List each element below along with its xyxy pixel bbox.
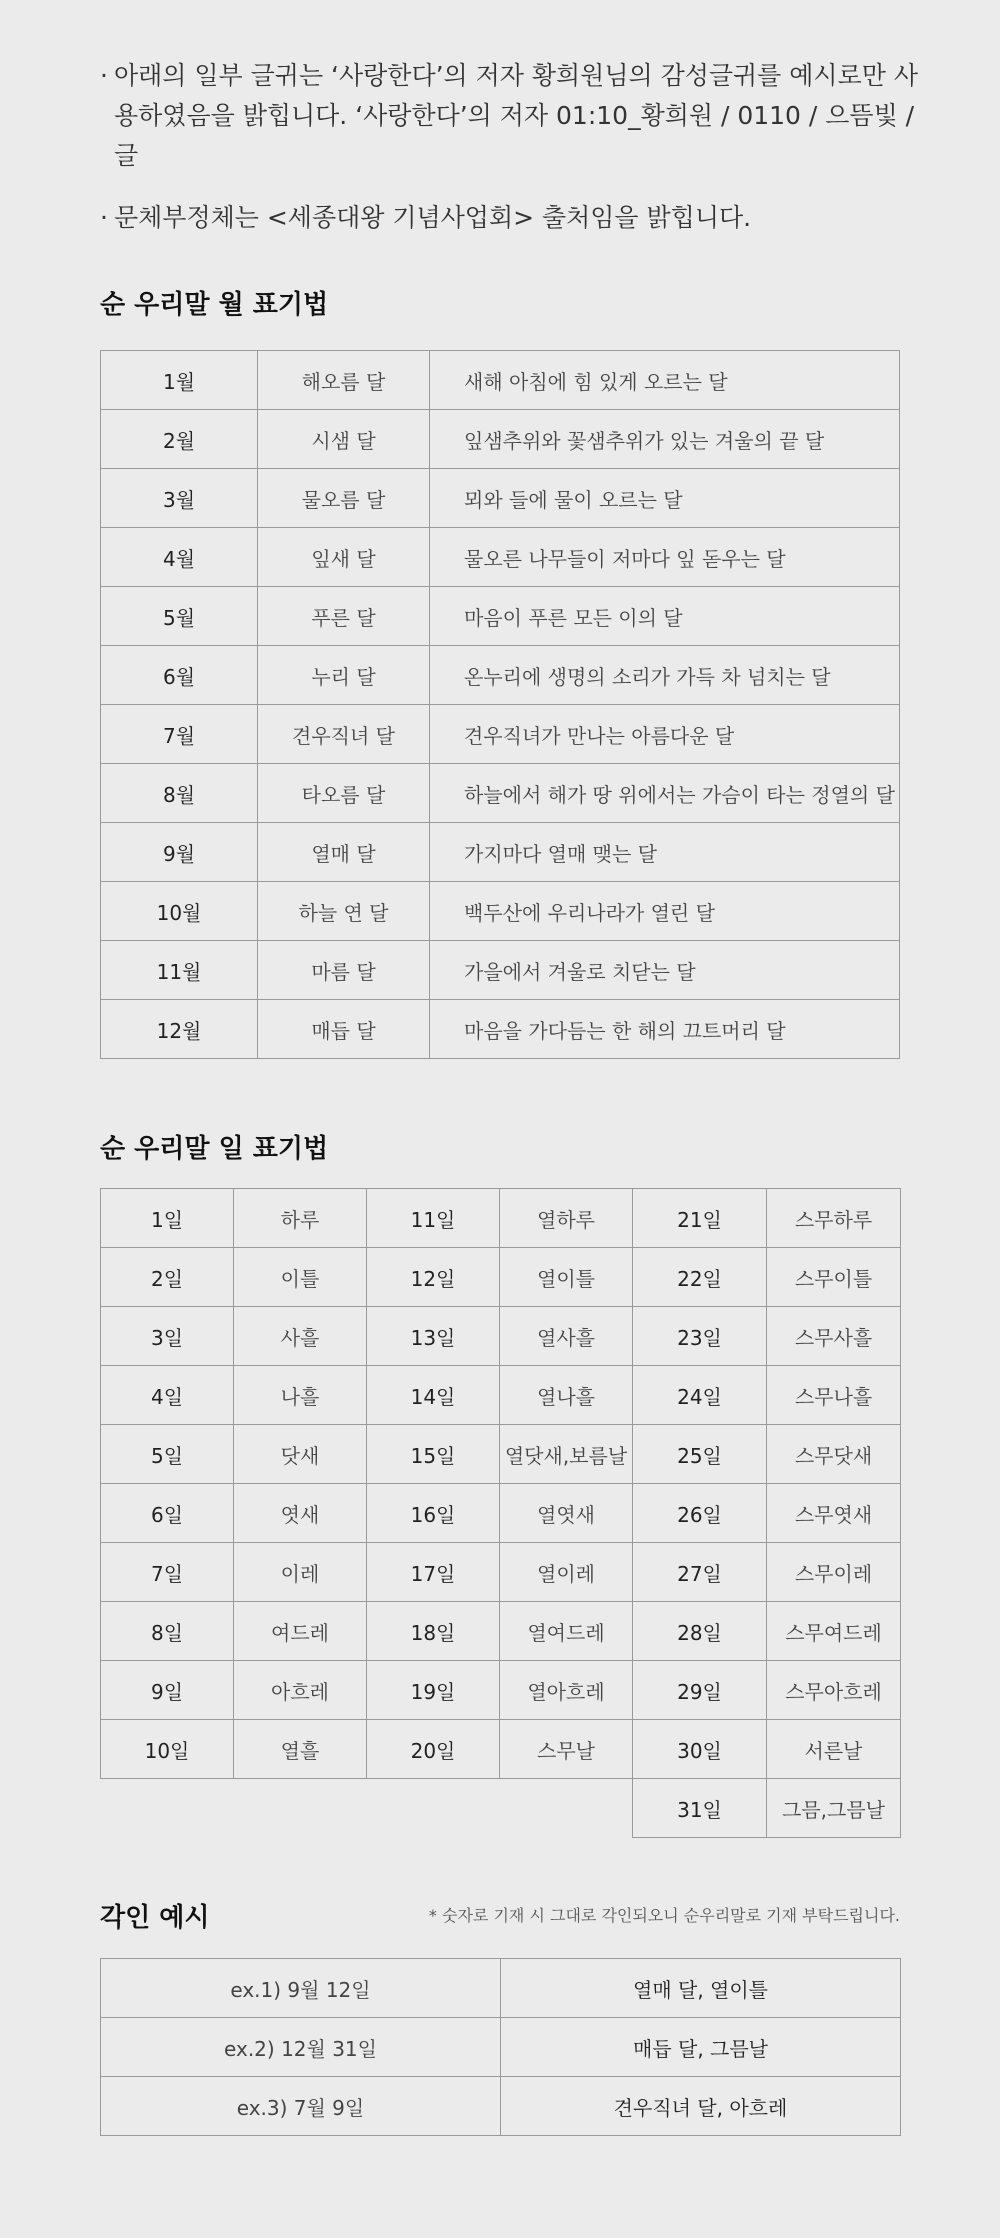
day-korean-name: 아흐레 [234, 1661, 367, 1720]
month-row [101, 646, 900, 705]
example-result: 매듭 달, 그믐날 [501, 2018, 901, 2077]
month-description: 백두산에 우리나라가 열린 달 [430, 882, 900, 941]
engraving-example-row [101, 1959, 901, 2018]
month-korean-name: 견우직녀 달 [258, 705, 430, 764]
day-number: 7일 [101, 1543, 234, 1602]
day-row [101, 1366, 901, 1425]
day-number: 16일 [367, 1484, 500, 1543]
month-number: 10월 [101, 882, 258, 941]
day-korean-name: 스무날 [500, 1720, 633, 1779]
month-description: 하늘에서 해가 땅 위에서는 가슴이 타는 정열의 달 [430, 764, 900, 823]
note-credit-font [100, 198, 920, 238]
month-korean-name: 누리 달 [258, 646, 430, 705]
month-description: 마음을 가다듬는 한 해의 끄트머리 달 [430, 1000, 900, 1059]
day-korean-name: 열여드레 [500, 1602, 633, 1661]
month-row [101, 587, 900, 646]
day-number: 15일 [367, 1425, 500, 1484]
month-korean-name: 타오름 달 [258, 764, 430, 823]
day-korean-name: 열하루 [500, 1189, 633, 1248]
day-number: 21일 [633, 1189, 767, 1248]
day-number: 13일 [367, 1307, 500, 1366]
day-number: 22일 [633, 1248, 767, 1307]
month-description: 가을에서 겨울로 치닫는 달 [430, 941, 900, 1000]
note-bullet: · [100, 203, 108, 232]
day-korean-name: 스무하루 [767, 1189, 901, 1248]
month-number: 6월 [101, 646, 258, 705]
day-row [101, 1248, 901, 1307]
month-number: 4월 [101, 528, 258, 587]
month-number: 11월 [101, 941, 258, 1000]
day-number: 27일 [633, 1543, 767, 1602]
month-row [101, 705, 900, 764]
day-korean-name: 스무사흘 [767, 1307, 901, 1366]
day-korean-name: 열이레 [500, 1543, 633, 1602]
day-number: 26일 [633, 1484, 767, 1543]
month-description: 가지마다 열매 맺는 달 [430, 823, 900, 882]
month-row [101, 882, 900, 941]
month-description: 뫼와 들에 물이 오르는 달 [430, 469, 900, 528]
day-row-spacer [101, 1779, 633, 1838]
month-number: 3월 [101, 469, 258, 528]
day-korean-name: 스무여드레 [767, 1602, 901, 1661]
day-number: 10일 [101, 1720, 234, 1779]
days-section-title: 순 우리말 일 표기법 [100, 1134, 329, 1164]
example-date: ex.1) 9월 12일 [101, 1959, 501, 2018]
day-number: 28일 [633, 1602, 767, 1661]
day-number: 20일 [367, 1720, 500, 1779]
months-section-title: 순 우리말 월 표기법 [100, 290, 329, 320]
month-row [101, 823, 900, 882]
day-row [101, 1543, 901, 1602]
day-korean-name: 그믐,그믐날 [767, 1779, 901, 1838]
days-table [100, 1188, 901, 1838]
month-row [101, 528, 900, 587]
day-korean-name: 스무아흐레 [767, 1661, 901, 1720]
month-korean-name: 물오름 달 [258, 469, 430, 528]
day-number: 8일 [101, 1602, 234, 1661]
note-text: 문체부정체는 <세종대왕 기념사업회> 출처임을 밝힙니다. [114, 203, 752, 232]
month-description: 잎샘추위와 꽃샘추위가 있는 겨울의 끝 달 [430, 410, 900, 469]
day-korean-name: 하루 [234, 1189, 367, 1248]
example-date: ex.3) 7월 9일 [101, 2077, 501, 2136]
day-korean-name: 나흘 [234, 1366, 367, 1425]
day-number: 14일 [367, 1366, 500, 1425]
day-number: 5일 [101, 1425, 234, 1484]
day-row [101, 1307, 901, 1366]
day-number: 23일 [633, 1307, 767, 1366]
month-korean-name: 매듭 달 [258, 1000, 430, 1059]
day-number: 4일 [101, 1366, 234, 1425]
day-row-extra [101, 1779, 901, 1838]
engraving-example-row [101, 2077, 901, 2136]
day-korean-name: 열아흐레 [500, 1661, 633, 1720]
day-korean-name: 열나흘 [500, 1366, 633, 1425]
engraving-example-row [101, 2018, 901, 2077]
day-number: 30일 [633, 1720, 767, 1779]
month-description: 물오른 나무들이 저마다 잎 돋우는 달 [430, 528, 900, 587]
month-row [101, 764, 900, 823]
month-row [101, 941, 900, 1000]
day-korean-name: 서른날 [767, 1720, 901, 1779]
month-description: 온누리에 생명의 소리가 가득 차 넘치는 달 [430, 646, 900, 705]
month-description: 견우직녀가 만나는 아름다운 달 [430, 705, 900, 764]
month-description: 새해 아침에 힘 있게 오르는 달 [430, 351, 900, 410]
day-korean-name: 스무엿새 [767, 1484, 901, 1543]
month-number: 8월 [101, 764, 258, 823]
note-credit-author [100, 56, 920, 176]
day-number: 24일 [633, 1366, 767, 1425]
day-row [101, 1484, 901, 1543]
day-number: 3일 [101, 1307, 234, 1366]
day-korean-name: 스무이틀 [767, 1248, 901, 1307]
day-row [101, 1602, 901, 1661]
day-number: 31일 [633, 1779, 767, 1838]
example-result: 열매 달, 열이틀 [501, 1959, 901, 2018]
day-row [101, 1425, 901, 1484]
day-number: 19일 [367, 1661, 500, 1720]
note-bullet: · [100, 61, 108, 90]
engraving-note: * 숫자로 기재 시 그대로 각인되오니 순우리말로 기재 부탁드립니다. [428, 1906, 900, 1925]
day-number: 1일 [101, 1189, 234, 1248]
notes [100, 56, 920, 260]
months-table [100, 350, 900, 1059]
note-text: 아래의 일부 글귀는 ‘사랑한다’의 저자 황희원님의 감성글귀를 예시로만 사용하였음을 밝힙니다. ‘사랑한다’의 저자 01:10_황희원 / 0110 / 으뜸빛 / 글 [114, 61, 918, 170]
month-description: 마음이 푸른 모든 이의 달 [430, 587, 900, 646]
day-number: 11일 [367, 1189, 500, 1248]
day-korean-name: 스무나흘 [767, 1366, 901, 1425]
day-number: 29일 [633, 1661, 767, 1720]
day-number: 6일 [101, 1484, 234, 1543]
engraving-section-title: 각인 예시 [100, 1903, 210, 1933]
day-korean-name: 열엿새 [500, 1484, 633, 1543]
month-row [101, 469, 900, 528]
day-korean-name: 이레 [234, 1543, 367, 1602]
month-number: 9월 [101, 823, 258, 882]
example-date: ex.2) 12월 31일 [101, 2018, 501, 2077]
day-korean-name: 이틀 [234, 1248, 367, 1307]
day-row [101, 1661, 901, 1720]
day-korean-name: 열흘 [234, 1720, 367, 1779]
day-korean-name: 열닷새,보름날 [500, 1425, 633, 1484]
engraving-examples-table [100, 1958, 901, 2136]
month-number: 2월 [101, 410, 258, 469]
day-korean-name: 스무닷새 [767, 1425, 901, 1484]
month-korean-name: 마름 달 [258, 941, 430, 1000]
month-korean-name: 잎새 달 [258, 528, 430, 587]
example-result: 견우직녀 달, 아흐레 [501, 2077, 901, 2136]
day-number: 25일 [633, 1425, 767, 1484]
day-korean-name: 사흘 [234, 1307, 367, 1366]
month-number: 7월 [101, 705, 258, 764]
day-korean-name: 스무이레 [767, 1543, 901, 1602]
month-number: 5월 [101, 587, 258, 646]
day-number: 12일 [367, 1248, 500, 1307]
month-row [101, 1000, 900, 1059]
month-korean-name: 하늘 연 달 [258, 882, 430, 941]
month-number: 1월 [101, 351, 258, 410]
day-korean-name: 열이틀 [500, 1248, 633, 1307]
day-korean-name: 여드레 [234, 1602, 367, 1661]
month-korean-name: 열매 달 [258, 823, 430, 882]
day-number: 18일 [367, 1602, 500, 1661]
day-row [101, 1189, 901, 1248]
month-row [101, 351, 900, 410]
day-row [101, 1720, 901, 1779]
day-korean-name: 엿새 [234, 1484, 367, 1543]
month-korean-name: 해오름 달 [258, 351, 430, 410]
day-number: 9일 [101, 1661, 234, 1720]
month-number: 12월 [101, 1000, 258, 1059]
day-korean-name: 닷새 [234, 1425, 367, 1484]
day-korean-name: 열사흘 [500, 1307, 633, 1366]
month-korean-name: 시샘 달 [258, 410, 430, 469]
day-number: 17일 [367, 1543, 500, 1602]
month-korean-name: 푸른 달 [258, 587, 430, 646]
month-row [101, 410, 900, 469]
day-number: 2일 [101, 1248, 234, 1307]
